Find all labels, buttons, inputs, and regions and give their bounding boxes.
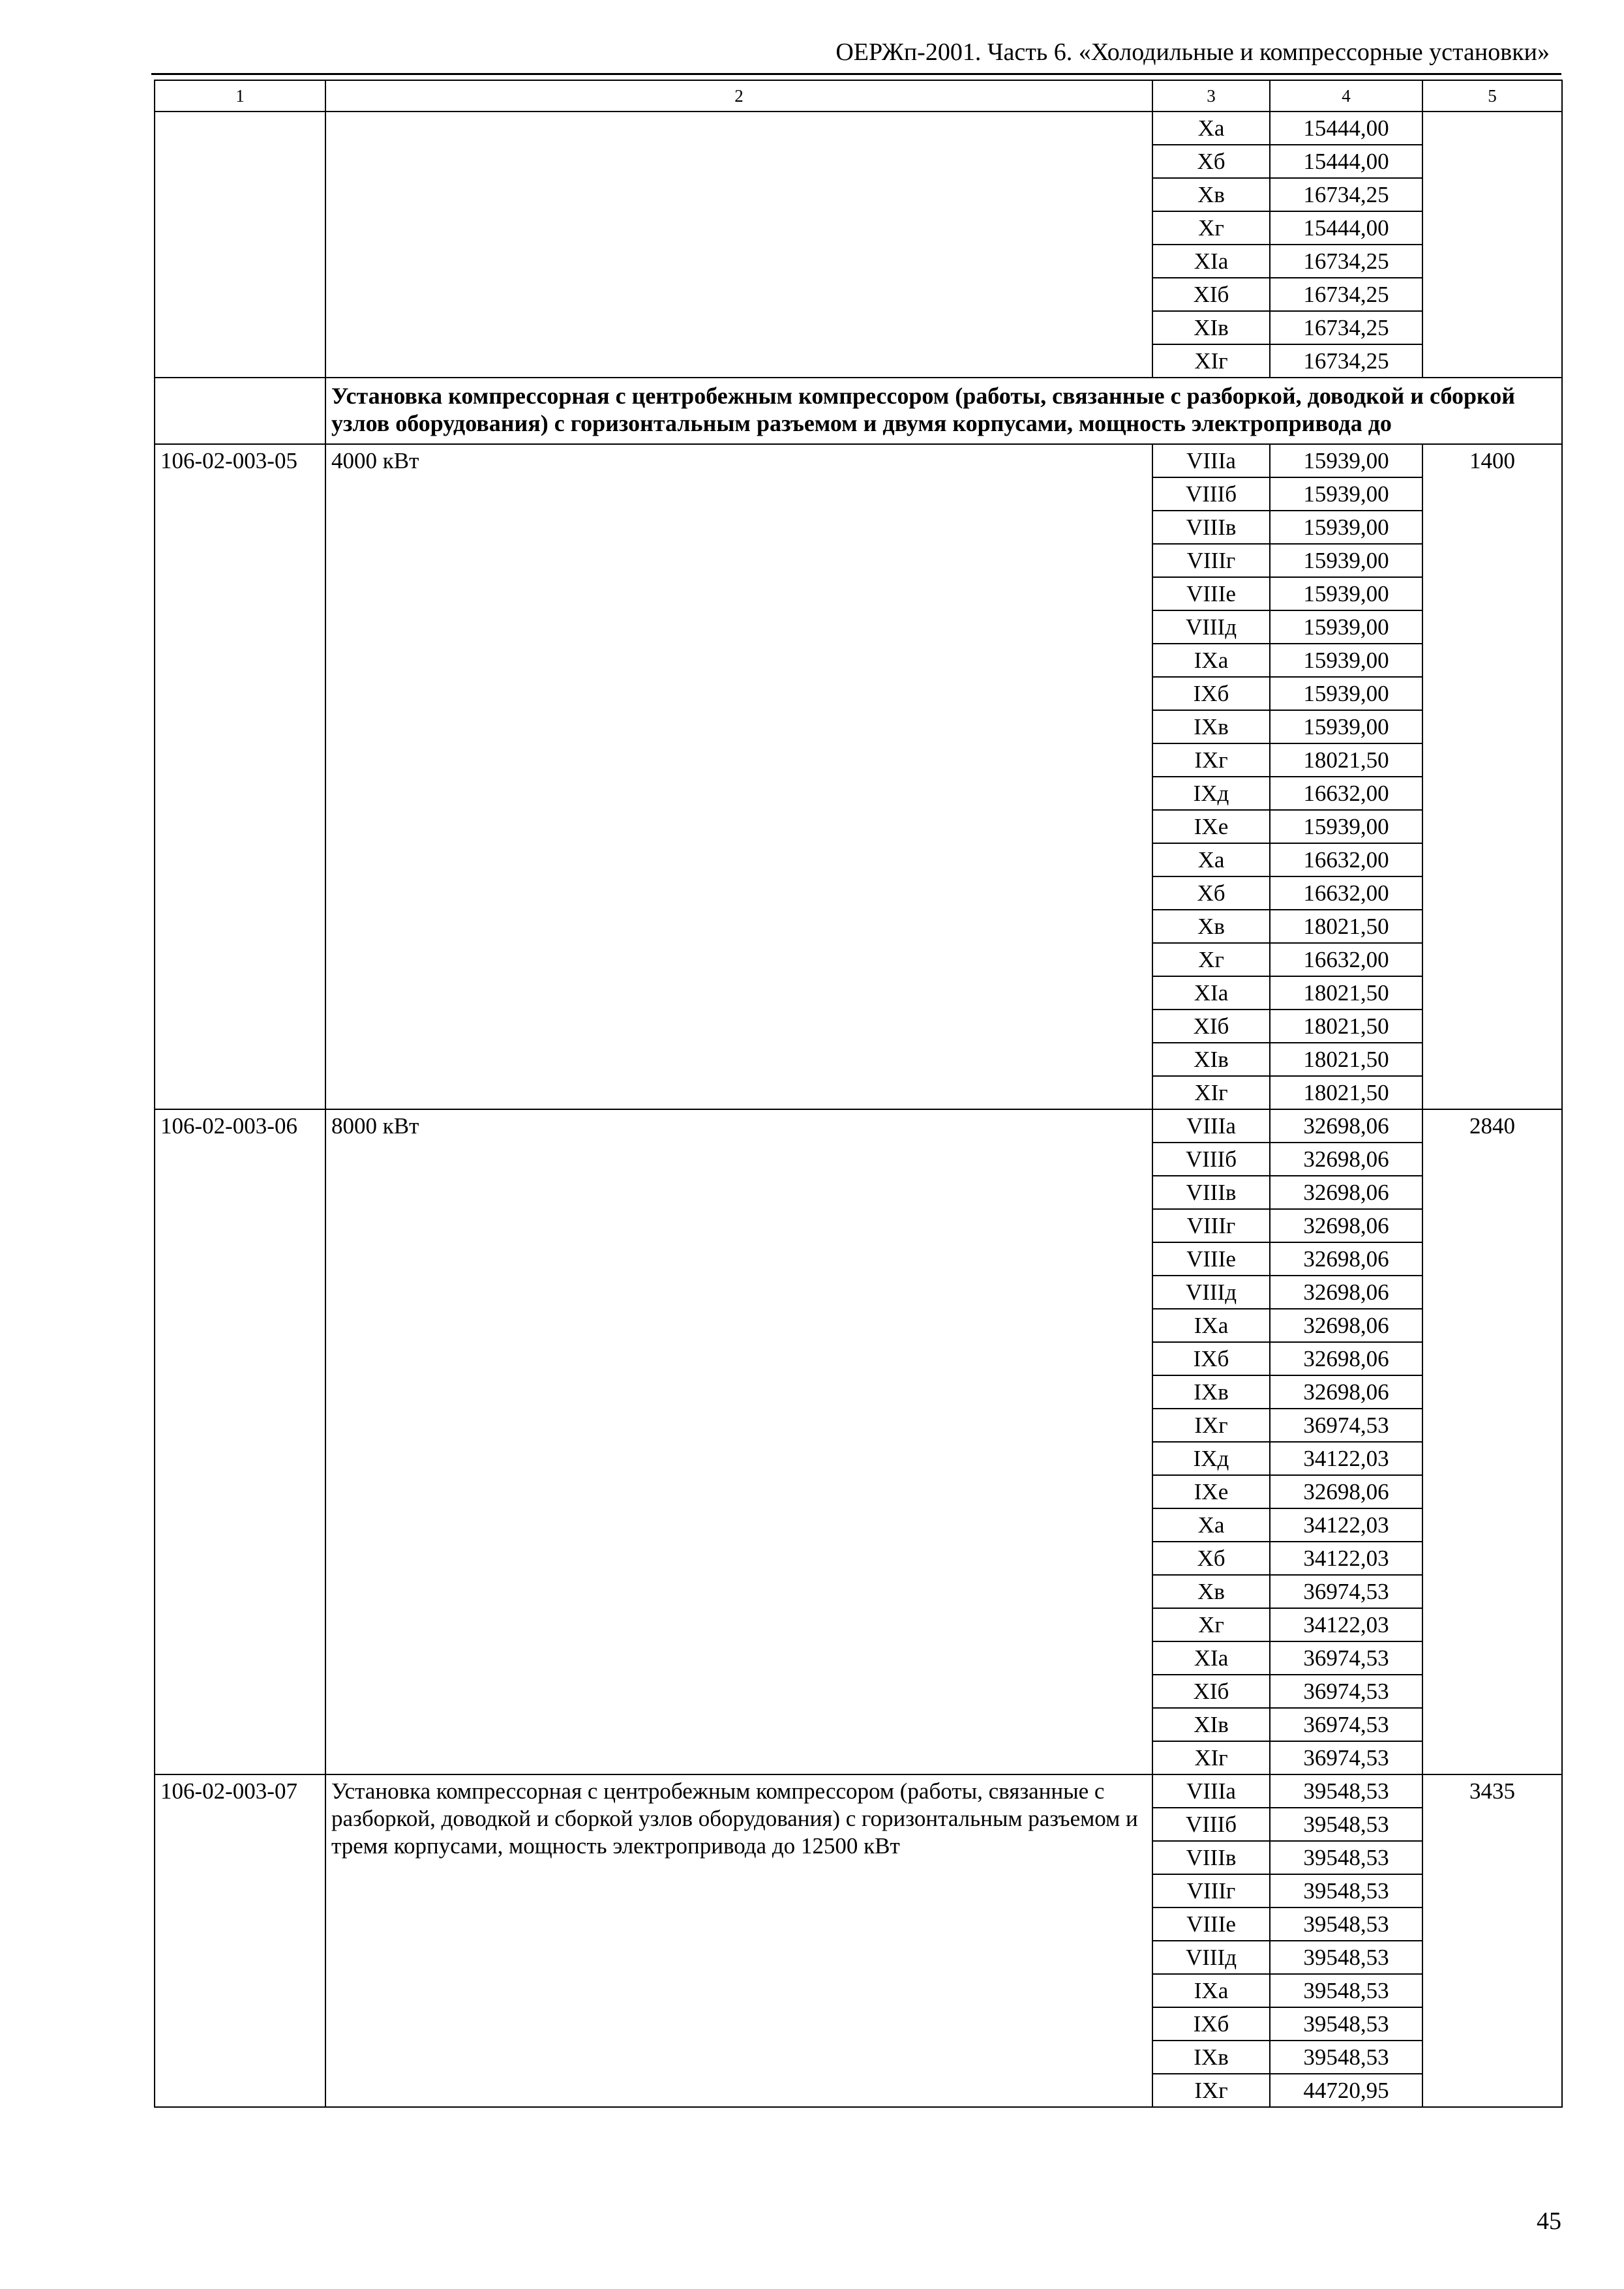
price-cell: 16632,00 xyxy=(1270,876,1422,910)
price-cell: 18021,50 xyxy=(1270,910,1422,943)
price-cell: 32698,06 xyxy=(1270,1109,1422,1143)
category-cell: IXа xyxy=(1152,1974,1270,2007)
price-cell: 39548,53 xyxy=(1270,2007,1422,2041)
category-cell: Xа xyxy=(1152,843,1270,876)
category-cell: IXд xyxy=(1152,777,1270,810)
category-cell: IXе xyxy=(1152,1475,1270,1508)
price-cell: 36974,53 xyxy=(1270,1675,1422,1708)
table-row xyxy=(155,112,1562,145)
price-cell: 32698,06 xyxy=(1270,1176,1422,1209)
rates-table-body xyxy=(155,80,1562,2107)
column-number: 2 xyxy=(325,80,1152,112)
category-cell: IXв xyxy=(1152,2041,1270,2074)
price-cell: 15939,00 xyxy=(1270,577,1422,610)
price-cell: 34122,03 xyxy=(1270,1542,1422,1575)
category-cell: XIг xyxy=(1152,1741,1270,1774)
category-cell: XIв xyxy=(1152,1708,1270,1741)
price-cell: 15444,00 xyxy=(1270,145,1422,178)
item-code: 106-02-003-07 xyxy=(155,1774,325,2107)
price-cell: 16734,25 xyxy=(1270,344,1422,378)
price-cell: 32698,06 xyxy=(1270,1475,1422,1508)
price-cell: 18021,50 xyxy=(1270,976,1422,1010)
category-cell: XIв xyxy=(1152,1043,1270,1076)
table-row xyxy=(155,1109,1562,1143)
description-cell xyxy=(325,112,1152,378)
category-cell: VIIIа xyxy=(1152,1774,1270,1808)
price-cell: 15939,00 xyxy=(1270,544,1422,577)
price-cell: 39548,53 xyxy=(1270,2041,1422,2074)
price-cell: 36974,53 xyxy=(1270,1741,1422,1774)
category-cell: IXг xyxy=(1152,2074,1270,2107)
category-cell: Xг xyxy=(1152,211,1270,245)
price-cell: 15939,00 xyxy=(1270,444,1422,477)
page-header-title: ОЕРЖп-2001. Часть 6. «Холодильные и компрессорные установки» xyxy=(835,38,1550,66)
group-header-text: Установка компрессорная с центробежным компрессором (работы, связанные с разборкой, доводкой и сборкой узлов оборудования) с горизонтальным разъемом и двумя корпусами, мощность электропривода до xyxy=(325,378,1562,444)
category-cell: IXв xyxy=(1152,1375,1270,1409)
price-cell: 15444,00 xyxy=(1270,211,1422,245)
price-cell: 18021,50 xyxy=(1270,1043,1422,1076)
category-cell: XIа xyxy=(1152,245,1270,278)
price-cell: 16632,00 xyxy=(1270,843,1422,876)
category-cell: IXг xyxy=(1152,743,1270,777)
category-cell: XIг xyxy=(1152,1076,1270,1109)
header-rule xyxy=(151,73,1561,75)
price-cell: 44720,95 xyxy=(1270,2074,1422,2107)
code-cell xyxy=(155,378,325,444)
category-cell: XIб xyxy=(1152,1010,1270,1043)
item-value5: 2840 xyxy=(1422,1109,1562,1774)
category-cell: VIIIд xyxy=(1152,610,1270,644)
category-cell: VIIIв xyxy=(1152,511,1270,544)
category-cell: VIIIд xyxy=(1152,1276,1270,1309)
price-cell: 34122,03 xyxy=(1270,1508,1422,1542)
price-cell: 36974,53 xyxy=(1270,1708,1422,1741)
category-cell: IXа xyxy=(1152,1309,1270,1342)
item-description: Установка компрессорная с центробежным компрессором (работы, связанные с разборкой, доводкой и сборкой узлов оборудования) с горизонтальным разъемом и тремя корпусами, мощность электропривода до 12500 кВт xyxy=(325,1774,1152,2107)
price-cell: 32698,06 xyxy=(1270,1276,1422,1309)
price-cell: 15939,00 xyxy=(1270,610,1422,644)
column-number: 4 xyxy=(1270,80,1422,112)
price-cell: 34122,03 xyxy=(1270,1442,1422,1475)
category-cell: VIIIв xyxy=(1152,1841,1270,1874)
price-cell: 32698,06 xyxy=(1270,1375,1422,1409)
category-cell: VIIIа xyxy=(1152,1109,1270,1143)
category-cell: VIIIг xyxy=(1152,544,1270,577)
price-cell: 32698,06 xyxy=(1270,1242,1422,1276)
price-cell: 39548,53 xyxy=(1270,1808,1422,1841)
category-cell: IXб xyxy=(1152,1342,1270,1375)
category-cell: VIIIб xyxy=(1152,1808,1270,1841)
category-cell: Xа xyxy=(1152,112,1270,145)
column-number-row xyxy=(155,80,1562,112)
price-cell: 15939,00 xyxy=(1270,644,1422,677)
category-cell: Xб xyxy=(1152,1542,1270,1575)
category-cell: IXд xyxy=(1152,1442,1270,1475)
price-cell: 16734,25 xyxy=(1270,245,1422,278)
category-cell: XIв xyxy=(1152,311,1270,344)
item-value5: 1400 xyxy=(1422,444,1562,1109)
price-cell: 16734,25 xyxy=(1270,311,1422,344)
column-number: 3 xyxy=(1152,80,1270,112)
category-cell: IXа xyxy=(1152,644,1270,677)
item-value5: 3435 xyxy=(1422,1774,1562,2107)
category-cell: Xб xyxy=(1152,876,1270,910)
category-cell: Xв xyxy=(1152,910,1270,943)
price-cell: 32698,06 xyxy=(1270,1143,1422,1176)
item-code: 106-02-003-06 xyxy=(155,1109,325,1774)
category-cell: Xа xyxy=(1152,1508,1270,1542)
price-cell: 16632,00 xyxy=(1270,777,1422,810)
price-cell: 15939,00 xyxy=(1270,477,1422,511)
category-cell: XIа xyxy=(1152,976,1270,1010)
category-cell: VIIIе xyxy=(1152,1908,1270,1941)
price-cell: 16632,00 xyxy=(1270,943,1422,976)
category-cell: IXб xyxy=(1152,2007,1270,2041)
item-code: 106-02-003-05 xyxy=(155,444,325,1109)
price-cell: 36974,53 xyxy=(1270,1575,1422,1608)
category-cell: IXе xyxy=(1152,810,1270,843)
category-cell: XIб xyxy=(1152,1675,1270,1708)
category-cell: VIIIв xyxy=(1152,1176,1270,1209)
table-row xyxy=(155,444,1562,477)
price-cell: 36974,53 xyxy=(1270,1641,1422,1675)
category-cell: IXг xyxy=(1152,1409,1270,1442)
category-cell: XIб xyxy=(1152,278,1270,311)
price-cell: 15939,00 xyxy=(1270,677,1422,710)
category-cell: VIIIе xyxy=(1152,577,1270,610)
price-cell: 36974,53 xyxy=(1270,1409,1422,1442)
item-description: 4000 кВт xyxy=(325,444,1152,1109)
price-cell: 32698,06 xyxy=(1270,1209,1422,1242)
item-description: 8000 кВт xyxy=(325,1109,1152,1774)
price-cell: 39548,53 xyxy=(1270,1874,1422,1908)
category-cell: Xг xyxy=(1152,1608,1270,1641)
price-cell: 39548,53 xyxy=(1270,1841,1422,1874)
group-header-row xyxy=(155,378,1562,444)
category-cell: IXб xyxy=(1152,677,1270,710)
code-cell xyxy=(155,112,325,378)
price-cell: 34122,03 xyxy=(1270,1608,1422,1641)
price-cell: 18021,50 xyxy=(1270,1010,1422,1043)
category-cell: VIIIг xyxy=(1152,1209,1270,1242)
price-cell: 15939,00 xyxy=(1270,710,1422,743)
price-cell: 39548,53 xyxy=(1270,1974,1422,2007)
table-row xyxy=(155,1774,1562,1808)
category-cell: VIIIа xyxy=(1152,444,1270,477)
price-cell: 39548,53 xyxy=(1270,1941,1422,1974)
price-cell: 16734,25 xyxy=(1270,278,1422,311)
price-cell: 15939,00 xyxy=(1270,810,1422,843)
category-cell: XIа xyxy=(1152,1641,1270,1675)
category-cell: Xв xyxy=(1152,1575,1270,1608)
price-cell: 39548,53 xyxy=(1270,1774,1422,1808)
price-cell: 32698,06 xyxy=(1270,1309,1422,1342)
price-cell: 16734,25 xyxy=(1270,178,1422,211)
category-cell: IXв xyxy=(1152,710,1270,743)
column-number: 5 xyxy=(1422,80,1562,112)
category-cell: Xб xyxy=(1152,145,1270,178)
category-cell: VIIIб xyxy=(1152,1143,1270,1176)
price-cell: 15939,00 xyxy=(1270,511,1422,544)
price-cell: 32698,06 xyxy=(1270,1342,1422,1375)
category-cell: VIIIг xyxy=(1152,1874,1270,1908)
category-cell: VIIIб xyxy=(1152,477,1270,511)
category-cell: VIIIе xyxy=(1152,1242,1270,1276)
price-cell: 18021,50 xyxy=(1270,743,1422,777)
category-cell: Xг xyxy=(1152,943,1270,976)
price-cell: 18021,50 xyxy=(1270,1076,1422,1109)
category-cell: VIIIд xyxy=(1152,1941,1270,1974)
column-number: 1 xyxy=(155,80,325,112)
price-cell: 15444,00 xyxy=(1270,112,1422,145)
price-cell: 39548,53 xyxy=(1270,1908,1422,1941)
page-number: 45 xyxy=(1537,2207,1561,2235)
category-cell: XIг xyxy=(1152,344,1270,378)
rates-table xyxy=(154,80,1563,2108)
value5-cell xyxy=(1422,112,1562,378)
category-cell: Xв xyxy=(1152,178,1270,211)
